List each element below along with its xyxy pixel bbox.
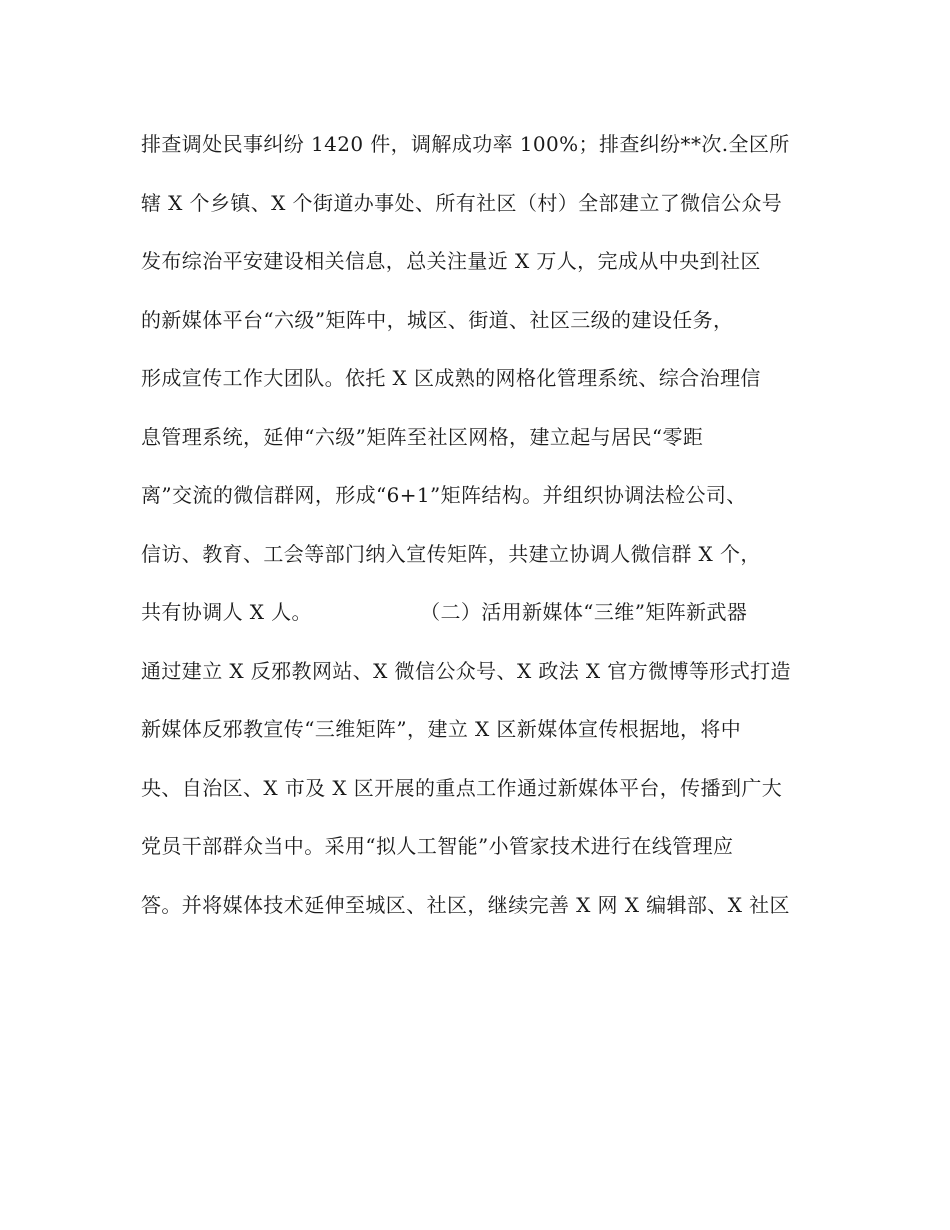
text-line: 息管理系统，延伸“六级”矩阵至社区网格，建立起与居民“零距 xyxy=(141,424,704,449)
text-line: 形成宣传工作大团队。依托 X 区成熟的网格化管理系统、综合治理信 xyxy=(141,366,761,390)
text-line: 党员干部群众当中。采用“拟人工智能”小管家技术进行在线管理应 xyxy=(141,834,734,858)
body-text xyxy=(141,124,811,943)
text-line: 辖 X 个乡镇、X 个街道办事处、所有社区（村）全部建立了微信公众号 xyxy=(141,190,783,215)
text-line: 发布综治平安建设相关信息，总关注量近 X 万人，完成从中央到社区 xyxy=(141,249,761,273)
text-line: 共有协调人 X 人。 （二）活用新媒体“三维”矩阵新武器 xyxy=(141,600,748,624)
text-line: 新媒体反邪教宣传“三维矩阵”，建立 X 区新媒体宣传根据地，将中 xyxy=(141,717,742,741)
text-line: 通过建立 X 反邪教网站、X 微信公众号、X 政法 X 官方微博等形式打造 xyxy=(141,658,791,683)
text-line: 央、自治区、X 市及 X 区开展的重点工作通过新媒体平台，传播到广大 xyxy=(141,775,783,800)
text-line: 信访、教育、工会等部门纳入宣传矩阵，共建立协调人微信群 X 个， xyxy=(141,541,761,566)
text-line: 排查调处民事纠纷 1420 件，调解成功率 100%；排查纠纷**次.全区所 xyxy=(141,132,790,156)
text-line: 离”交流的微信群网，形成“6+1”矩阵结构。并组织协调法检公司、 xyxy=(141,483,747,507)
text-line: 答。并将媒体技术延伸至城区、社区，继续完善 X 网 X 编辑部、X 社区 xyxy=(141,892,790,917)
text-line: 的新媒体平台“六级”矩阵中，城区、街道、社区三级的建设任务， xyxy=(141,307,734,332)
